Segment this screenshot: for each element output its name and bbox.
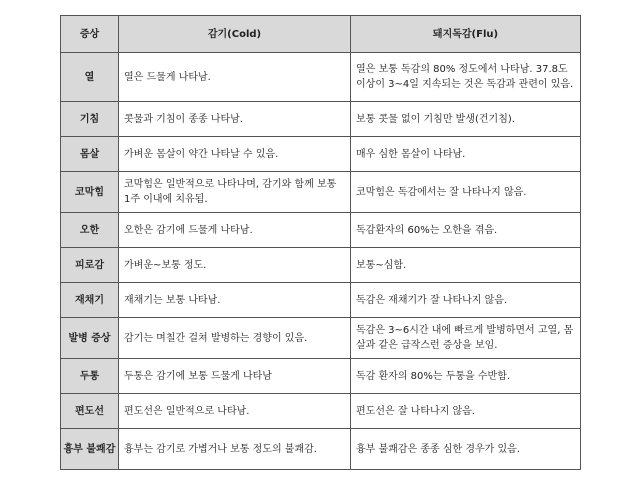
- cold-cell: 가벼운 몸살이 약간 나타날 수 있음.: [119, 137, 351, 172]
- flu-cell: 매우 심한 몸살이 나타남.: [351, 137, 581, 172]
- flu-cell: 흉부 불쾌감은 종종 심한 경우가 있음.: [351, 429, 581, 470]
- cold-cell: 오한은 감기에 드물게 나타남.: [119, 213, 351, 248]
- symptom-cell: 기침: [61, 102, 119, 137]
- flu-cell: 열은 보통 독감의 80% 정도에서 나타남. 37.8도 이상이 3~4일 지속되는 것은 독감과 관련이 있음.: [351, 53, 581, 102]
- flu-cell: 독감환자의 60%는 오한을 겪음.: [351, 213, 581, 248]
- cold-cell: 재채기는 보통 나타남.: [119, 283, 351, 318]
- symptom-cell: 두통: [61, 359, 119, 394]
- symptom-cell: 오한: [61, 213, 119, 248]
- table-row: [61, 248, 581, 283]
- flu-cell: 코막힘은 독감에서는 잘 나타나지 않음.: [351, 172, 581, 213]
- cold-cell: 콧물과 기침이 종종 나타남.: [119, 102, 351, 137]
- flu-cell: 독감은 3~6시간 내에 빠르게 발병하면서 고열, 몸살과 같은 급작스런 증상을 보임.: [351, 318, 581, 359]
- cold-cell: 편도선은 일반적으로 나타남.: [119, 394, 351, 429]
- header-row: [61, 16, 581, 53]
- table-row: [61, 213, 581, 248]
- table-row: [61, 394, 581, 429]
- flu-cell: 보통 콧물 없이 기침만 발생(건기침).: [351, 102, 581, 137]
- flu-cell: 독감은 재채기가 잘 나타나지 않음.: [351, 283, 581, 318]
- symptom-cell: 열: [61, 53, 119, 102]
- table-row: [61, 359, 581, 394]
- symptom-cell: 몸살: [61, 137, 119, 172]
- flu-cell: 보통~심함.: [351, 248, 581, 283]
- header-cold: 감기(Cold): [119, 16, 351, 53]
- table-row: [61, 137, 581, 172]
- symptom-cell: 흉부 불쾌감: [61, 429, 119, 470]
- symptom-cell: 편도선: [61, 394, 119, 429]
- table-row: [61, 283, 581, 318]
- cold-cell: 가벼운~보통 정도.: [119, 248, 351, 283]
- symptom-comparison-table: [60, 15, 581, 470]
- flu-cell: 편도선은 잘 나타나지 않음.: [351, 394, 581, 429]
- table-row: [61, 318, 581, 359]
- symptom-cell: 발병 증상: [61, 318, 119, 359]
- flu-cell: 독감 환자의 80%는 두통을 수반함.: [351, 359, 581, 394]
- symptom-cell: 코막힘: [61, 172, 119, 213]
- cold-cell: 열은 드물게 나타남.: [119, 53, 351, 102]
- header-symptom: 증상: [61, 16, 119, 53]
- cold-cell: 흉부는 감기로 가볍거나 보통 정도의 불쾌감.: [119, 429, 351, 470]
- cold-cell: 코막힘은 일반적으로 나타나며, 감기와 함께 보통 1주 이내에 치유됨.: [119, 172, 351, 213]
- table-row: [61, 429, 581, 470]
- symptom-cell: 재채기: [61, 283, 119, 318]
- table-row: [61, 102, 581, 137]
- symptom-cell: 피로감: [61, 248, 119, 283]
- table-row: [61, 172, 581, 213]
- cold-cell: 두통은 감기에 보통 드물게 나타남: [119, 359, 351, 394]
- cold-cell: 감기는 며칠간 걸쳐 발병하는 경향이 있음.: [119, 318, 351, 359]
- header-flu: 돼지독감(Flu): [351, 16, 581, 53]
- table-row: [61, 53, 581, 102]
